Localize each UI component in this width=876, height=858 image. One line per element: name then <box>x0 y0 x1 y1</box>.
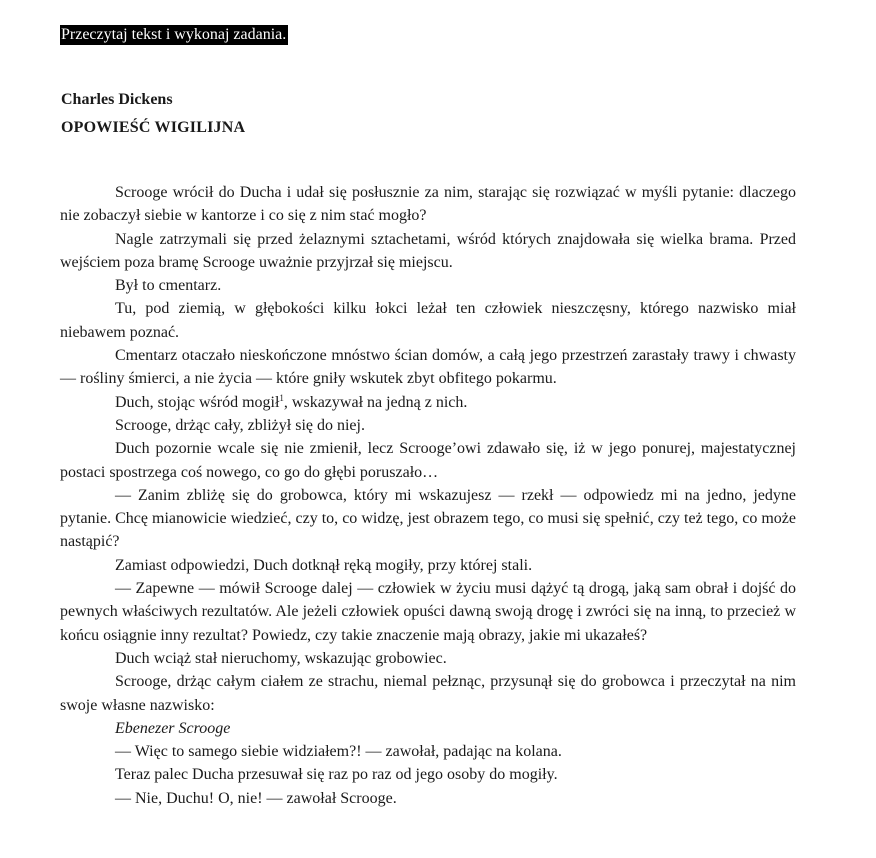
paragraph: Zamiast odpowiedzi, Duch dotknął ręką mogiły, przy której stali. <box>115 556 533 574</box>
paragraph: Duch wciąż stał nieruchomy, wskazując grobowiec. <box>115 649 447 667</box>
paragraph-text: Duch, stojąc wśród mogił <box>115 393 280 411</box>
paragraph-with-footnote <box>60 391 796 414</box>
paragraph: Scrooge, drżąc całym ciałem ze strachu, niemal pełznąc, przysunął się do grobowca i przeczytał na nim swoje własne nazwisko: <box>60 673 796 714</box>
paragraph: — Nie, Duchu! O, nie! — zawołał Scrooge. <box>115 789 397 807</box>
paragraph: Teraz palec Ducha przesuwał się raz po raz od jego osoby do mogiły. <box>115 766 558 784</box>
paragraph: — Więc to samego siebie widziałem?! — zawołał, padając na kolana. <box>115 743 562 761</box>
story-text <box>60 181 796 810</box>
tombstone-name: Ebenezer Scrooge <box>115 719 231 737</box>
author-name: Charles Dickens <box>61 91 173 108</box>
footnote-marker: 1 <box>279 392 284 403</box>
instruction-banner: Przeczytaj tekst i wykonaj zadania. <box>61 26 287 43</box>
document-title: OPOWIEŚĆ WIGILIJNA <box>61 119 246 136</box>
paragraph: Scrooge, drżąc cały, zbliżył się do niej. <box>115 416 365 434</box>
paragraph: Był to cmentarz. <box>115 277 222 295</box>
paragraph: — Zapewne — mówił Scrooge dalej — człowiek w życiu musi dążyć tą drogą, jaką sam obrał i dojść do pewnych właściwych rezultatów. Ale jeżeli człowiek opuści dawną swoją drogę i zwróci się na inną, to przecież w końcu osiągnie inny rezultat? Powiedz, czy takie znaczenie mają obrazy, jakie mi ukazałeś? <box>60 580 796 644</box>
paragraph-text: , wskazywał na jedną z nich. <box>283 393 468 411</box>
paragraph: Cmentarz otaczało nieskończone mnóstwo ścian domów, a całą jego przestrzeń zarastały trawy i chwasty — rośliny śmierci, a nie życia — które gniły wskutek zbyt obfitego pokarmu. <box>60 347 796 388</box>
paragraph: Nagle zatrzymali się przed żelaznymi sztachetami, wśród których znajdowała się wielka brama. Przed wejściem poza bramę Scrooge uważnie przyjrzał się miejscu. <box>60 230 796 271</box>
paragraph: Tu, pod ziemią, w głębokości kilku łokci leżał ten człowiek nieszczęsny, którego nazwisko miał niebawem poznać. <box>60 300 796 341</box>
paragraph: — Zanim zbliżę się do grobowca, który mi wskazujesz — rzekł — odpowiedz mi na jedno, jedyne pytanie. Chcę mianowicie wiedzieć, czy to, co widzę, jest obrazem tego, co musi się spełnić, czy też tego, co może nastąpić? <box>60 486 796 551</box>
paragraph: Scrooge wrócił do Ducha i udał się posłusznie za nim, starając się rozwiązać w myśli pytanie: dlaczego nie zobaczył siebie w kantorze i co się z nim stać mogło? <box>60 184 796 225</box>
paragraph: Duch pozornie wcale się nie zmienił, lecz Scrooge’owi zdawało się, iż w jego ponurej, majestatycznej postaci spostrzega coś nowego, co go do głębi poruszało… <box>60 440 796 481</box>
